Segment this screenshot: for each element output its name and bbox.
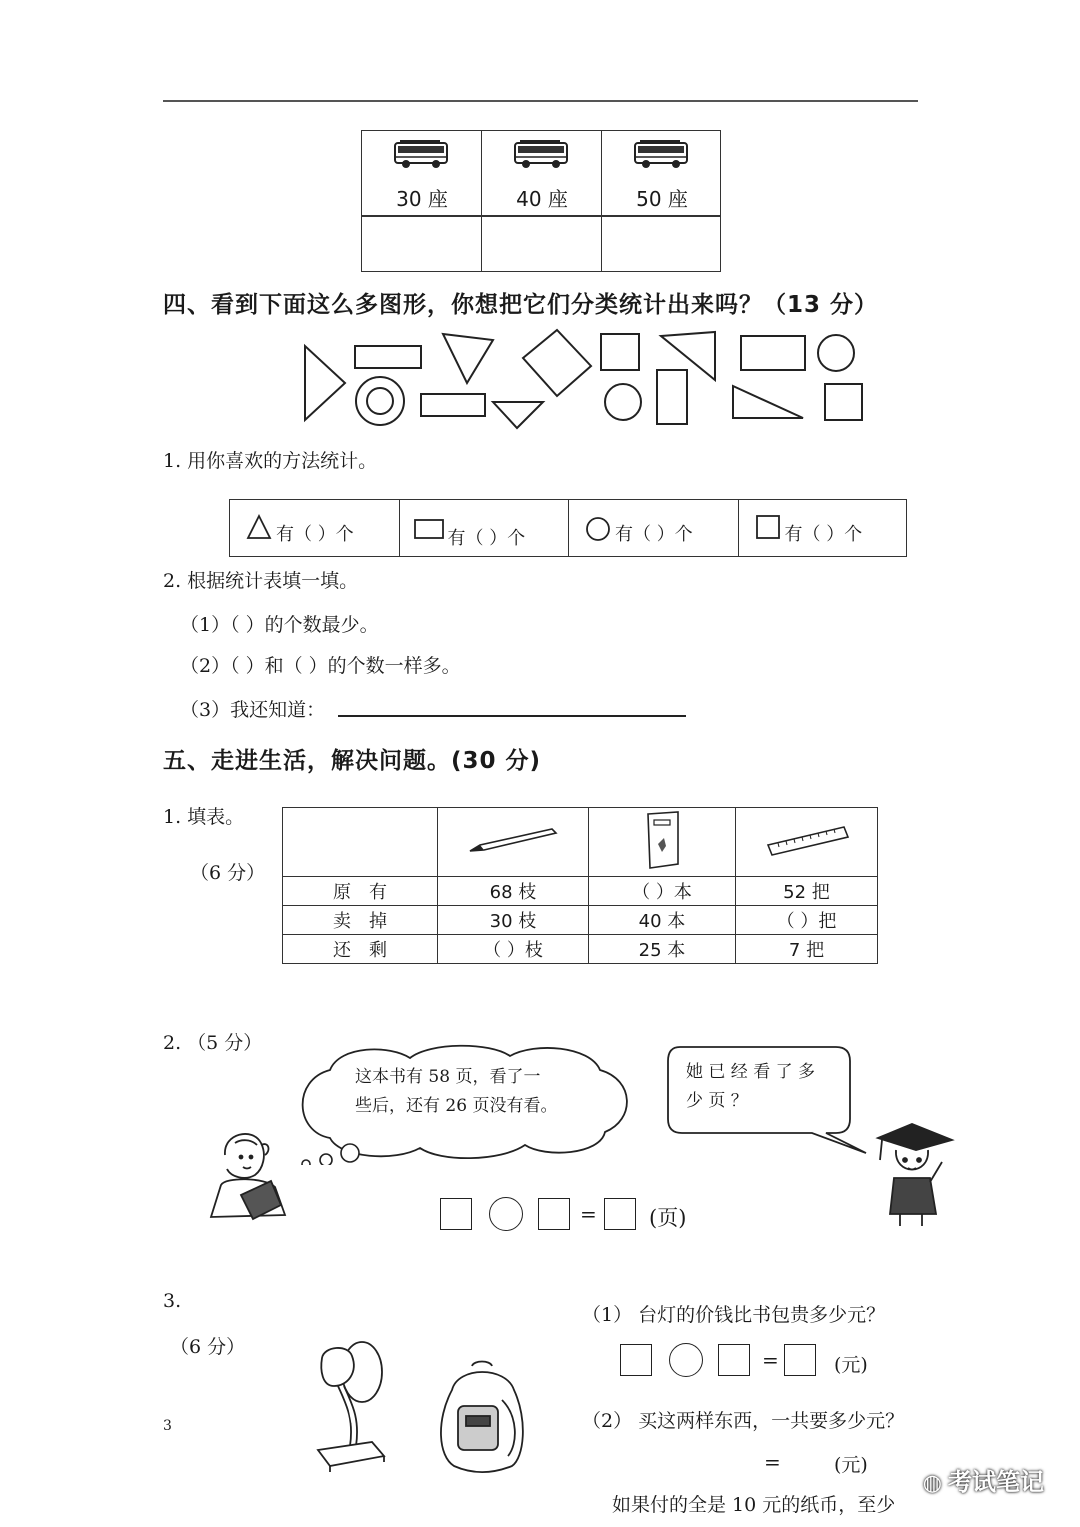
bus-seat-label: 40 座 bbox=[516, 187, 568, 211]
table-cell[interactable]: （ ）本 bbox=[589, 877, 736, 906]
answer-box[interactable] bbox=[538, 1198, 570, 1230]
rectangle-shape bbox=[741, 336, 805, 370]
count-cell-circle[interactable] bbox=[569, 500, 739, 556]
table-cell[interactable]: （ ）枝 bbox=[438, 935, 589, 964]
girl-reading-illustration bbox=[205, 1125, 295, 1225]
question-4-2-1: （1）（ ）的个数最少。 bbox=[180, 614, 379, 636]
square-shape bbox=[601, 334, 639, 370]
triangle-icon bbox=[246, 514, 272, 540]
thought-line: 些后，还有 26 页没有看。 bbox=[355, 1096, 558, 1116]
question-5-3-2: （2） 买这两样东西，一共要多少元？ bbox=[582, 1410, 905, 1432]
table-cell: 25 本 bbox=[589, 935, 736, 964]
thought-line: 这本书有 58 页，看了一 bbox=[355, 1067, 541, 1087]
bus-column-1 bbox=[362, 131, 482, 271]
answer-box[interactable] bbox=[784, 1344, 816, 1376]
question-4-1: 1. 用你喜欢的方法统计。 bbox=[163, 450, 378, 472]
square-icon bbox=[755, 514, 781, 540]
square-shape bbox=[825, 384, 862, 420]
answer-box[interactable] bbox=[718, 1344, 750, 1376]
unit-pages: (页) bbox=[649, 1206, 687, 1230]
triangle-shape bbox=[733, 386, 803, 418]
bus-column-2 bbox=[482, 131, 602, 271]
answer-line[interactable] bbox=[338, 715, 686, 717]
equals-sign: = bbox=[762, 1348, 779, 1372]
question-5-1: 1. 填表。 bbox=[163, 806, 245, 828]
bus-column-3 bbox=[602, 131, 720, 271]
speech-bubble-text bbox=[686, 1058, 846, 1116]
rectangle-shape bbox=[657, 370, 687, 424]
header-rule bbox=[163, 100, 918, 102]
triangle-shape bbox=[305, 346, 345, 420]
table-cell[interactable]: （ ）把 bbox=[736, 906, 878, 935]
count-cell-rectangle[interactable] bbox=[400, 500, 570, 556]
pencil-icon bbox=[466, 825, 560, 855]
rectangle-icon bbox=[414, 518, 444, 540]
count-label: 有（ ）个 bbox=[615, 524, 693, 545]
question-5-3: 3. bbox=[163, 1290, 182, 1312]
count-label: 有（ ）个 bbox=[447, 528, 526, 549]
row-header: 卖 掉 bbox=[283, 906, 438, 935]
question-4-2-3: （3）我还知道： bbox=[180, 699, 326, 721]
unit-yuan: (元) bbox=[834, 1354, 868, 1376]
row-header: 还 剩 bbox=[283, 935, 438, 964]
speech-line: 她 已 经 看 了 多 bbox=[686, 1062, 816, 1082]
watermark bbox=[923, 1462, 1044, 1497]
page-number: 3 bbox=[163, 1418, 172, 1434]
count-cell-triangle[interactable] bbox=[230, 500, 400, 556]
count-cell-square[interactable] bbox=[739, 500, 907, 556]
bus-icon bbox=[512, 137, 570, 171]
table-cell: 40 本 bbox=[589, 906, 736, 935]
count-label: 有（ ）个 bbox=[276, 524, 354, 545]
watermark-text: 考试笔记 bbox=[948, 1468, 1044, 1496]
section5-title: 五、走进生活，解决问题。(30 分) bbox=[163, 748, 542, 774]
table-cell: 7 把 bbox=[736, 935, 878, 964]
bus-seat-label: 50 座 bbox=[636, 187, 688, 211]
row-header: 原 有 bbox=[283, 877, 438, 906]
shapes-figure bbox=[295, 328, 875, 433]
unit-yuan: (元) bbox=[834, 1454, 868, 1476]
question-5-3-3: 如果付的全是 10 元的纸币，至少 bbox=[612, 1494, 896, 1516]
wechat-icon: ◍ bbox=[922, 1471, 942, 1496]
table-cell: 52 把 bbox=[736, 877, 878, 906]
bus-table bbox=[361, 130, 721, 272]
operator-circle[interactable] bbox=[669, 1343, 703, 1377]
question-4-2-2: （2）（ ）和（ ）的个数一样多。 bbox=[180, 655, 461, 677]
bus-seat-label: 30 座 bbox=[396, 187, 448, 211]
answer-box[interactable] bbox=[440, 1198, 472, 1230]
circle-shape bbox=[605, 384, 641, 420]
circle-shape bbox=[367, 388, 393, 414]
speech-line: 少 页 ？ bbox=[686, 1091, 748, 1111]
operator-circle[interactable] bbox=[489, 1197, 523, 1231]
table-row bbox=[283, 935, 878, 964]
section4-title: 四、看到下面这么多图形，你想把它们分类统计出来吗？（13 分） bbox=[163, 292, 879, 318]
triangle-shape bbox=[443, 334, 493, 383]
answer-box[interactable] bbox=[620, 1344, 652, 1376]
table-row bbox=[283, 906, 878, 935]
table-row bbox=[283, 877, 878, 906]
question-4-2: 2. 根据统计表填一填。 bbox=[163, 570, 359, 592]
notebook-header bbox=[589, 808, 736, 877]
question-5-3-1: （1） 台灯的价钱比书包贵多少元？ bbox=[582, 1304, 886, 1326]
table-cell: 68 枝 bbox=[438, 877, 589, 906]
bus-icon bbox=[392, 137, 450, 171]
question-5-3-score: （6 分） bbox=[170, 1336, 246, 1358]
count-table bbox=[229, 499, 907, 557]
answer-box[interactable] bbox=[604, 1198, 636, 1230]
question-5-1-score: （6 分） bbox=[190, 862, 266, 884]
bus-icon bbox=[632, 137, 690, 171]
circle-icon bbox=[585, 516, 611, 542]
ruler-header bbox=[736, 808, 878, 877]
backpack-illustration bbox=[432, 1360, 532, 1474]
thought-bubble-text bbox=[355, 1063, 595, 1121]
count-label: 有（ ）个 bbox=[784, 524, 863, 545]
equals-sign: = bbox=[764, 1450, 781, 1474]
circle-shape bbox=[818, 335, 854, 371]
table-corner bbox=[283, 808, 438, 877]
triangle-shape bbox=[493, 402, 543, 428]
question-5-2: 2. （5 分） bbox=[163, 1032, 263, 1054]
rectangle-shape bbox=[523, 330, 591, 396]
desk-lamp-illustration bbox=[312, 1338, 392, 1474]
inventory-table bbox=[282, 807, 878, 964]
pencil-header bbox=[438, 808, 589, 877]
notebook-icon bbox=[642, 810, 682, 870]
graduate-boy-illustration bbox=[872, 1118, 956, 1230]
circle-shape bbox=[356, 377, 404, 425]
rectangle-shape bbox=[355, 346, 421, 368]
table-cell: 30 枝 bbox=[438, 906, 589, 935]
equals-sign: = bbox=[580, 1202, 597, 1226]
rectangle-shape bbox=[421, 394, 485, 416]
ruler-icon bbox=[764, 823, 850, 857]
